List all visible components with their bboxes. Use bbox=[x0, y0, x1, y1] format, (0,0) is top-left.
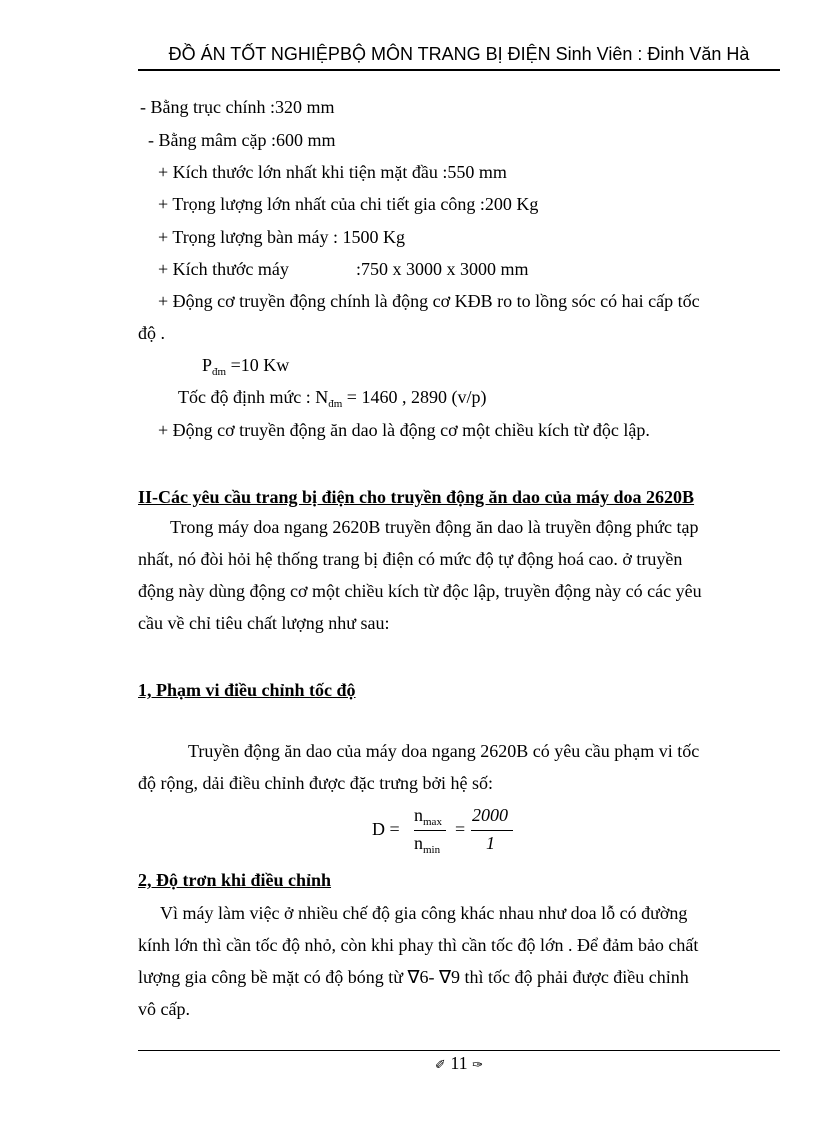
equation-min-value: 1 bbox=[486, 833, 495, 853]
subsection-heading: 1, Phạm vi điều chỉnh tốc độ bbox=[138, 680, 356, 700]
spec-main-shaft: - Bằng trục chính :320 mm bbox=[140, 97, 335, 117]
paragraph-line: vô cấp. bbox=[138, 999, 190, 1019]
header-divider bbox=[138, 69, 780, 71]
equation-lhs: D = bbox=[372, 819, 400, 839]
paragraph-line: độ rộng, dải điều chỉnh được đặc trưng bởi hệ số: bbox=[138, 773, 493, 793]
paragraph-line: kính lớn thì cần tốc độ nhỏ, còn khi phay thì cần tốc độ lớn . Để đảm bảo chất bbox=[138, 935, 699, 955]
spec-main-motor-cont: độ . bbox=[138, 323, 165, 343]
subsection-heading: 2, Độ trơn khi điều chỉnh bbox=[138, 870, 332, 890]
spec-chuck: - Bằng mâm cặp :600 mm bbox=[148, 130, 336, 150]
spec-max-part-weight: + Trọng lượng lớn nhất của chi tiết gia công :200 Kg bbox=[158, 194, 539, 214]
footer-divider bbox=[138, 1050, 780, 1051]
page-number: 11 bbox=[450, 1053, 468, 1073]
equation-equals: = bbox=[455, 819, 466, 839]
paragraph-line: Trong máy doa ngang 2620B truyền động ăn dao là truyền động phức tạp bbox=[170, 517, 699, 537]
paragraph-line: động này dùng động cơ một chiều kích từ độc lập, truyền động này có các yêu bbox=[138, 581, 702, 601]
spec-rated-speed: Tốc độ định mức : $N_{đm} = 1460$ , 2890 (v/p) bbox=[178, 387, 487, 410]
equation-denominator: $n_{min}$ bbox=[414, 833, 441, 856]
spec-rated-power: $P_{đm} =10$ Kw bbox=[202, 355, 290, 378]
range-equation bbox=[372, 800, 532, 860]
spec-table-weight: + Trọng lượng bàn máy : 1500 Kg bbox=[158, 227, 405, 247]
spec-machine-size-value: :750 x 3000 x 3000 mm bbox=[356, 259, 529, 279]
pencil-left-icon: ✐ bbox=[434, 1058, 446, 1073]
fraction-bar bbox=[414, 830, 446, 831]
spec-feed-motor: + Động cơ truyền động ăn dao là động cơ một chiều kích từ độc lập. bbox=[158, 420, 650, 440]
section-heading: II-Các yêu cầu trang bị điện cho truyền động ăn dao của máy doa 2620B bbox=[138, 487, 695, 507]
spec-main-motor: + Động cơ truyền động chính là động cơ KĐB ro to lồng sóc có hai cấp tốc bbox=[158, 291, 700, 311]
paragraph-line: Vì máy làm việc ở nhiều chế độ gia công khác nhau như doa lỗ có đường bbox=[160, 903, 688, 923]
equation-numerator: $n_{max}$ bbox=[414, 805, 442, 828]
pencil-right-icon: ✑ bbox=[472, 1058, 484, 1073]
page-header: ĐỒ ÁN TỐT NGHIỆPBỘ MÔN TRANG BỊ ĐIỆN Sinh Viên : Đinh Văn Hà bbox=[168, 44, 750, 64]
fraction-bar bbox=[471, 830, 513, 831]
paragraph-line: Truyền động ăn dao của máy doa ngang 2620B có yêu cầu phạm vi tốc bbox=[188, 741, 700, 761]
spec-max-facing-size: + Kích thước lớn nhất khi tiện mặt đầu :550 mm bbox=[158, 162, 507, 182]
paragraph-line: cầu về chỉ tiêu chất lượng như sau: bbox=[138, 613, 390, 633]
page-footer bbox=[138, 1053, 780, 1074]
equation-max-value: 2000 bbox=[472, 805, 508, 825]
spec-machine-size-label: + Kích thước máy bbox=[158, 259, 289, 279]
paragraph-line: lượng gia công bề mặt có độ bóng từ ∇6- ∇9 thì tốc độ phải được điều chỉnh bbox=[138, 967, 689, 987]
paragraph-line: nhất, nó đòi hỏi hệ thống trang bị điện có mức độ tự động hoá cao. ở truyền bbox=[138, 549, 683, 569]
